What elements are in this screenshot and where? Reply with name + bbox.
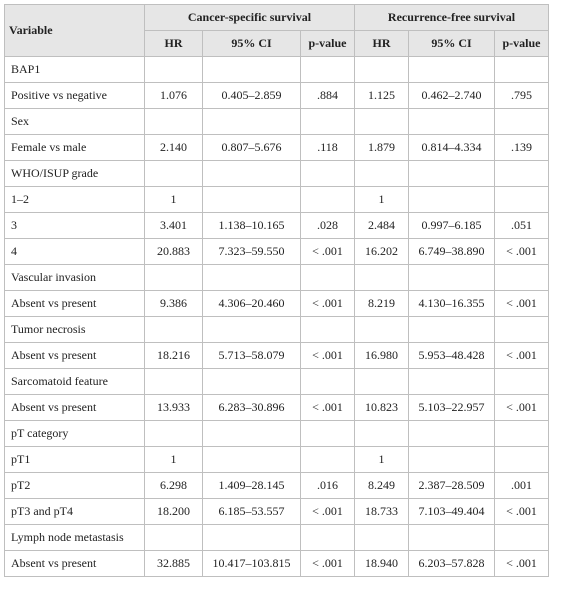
cell-hr <box>145 57 203 83</box>
table-body <box>5 57 549 577</box>
cell-pvalue <box>495 109 549 135</box>
cell-pvalue: .884 <box>301 83 355 109</box>
cell-hr: 18.940 <box>355 551 409 577</box>
cell-pvalue: .139 <box>495 135 549 161</box>
cell-hr: 1 <box>355 187 409 213</box>
cell-pvalue: .795 <box>495 83 549 109</box>
section-label: Tumor necrosis <box>5 317 145 343</box>
cell-ci: 5.713–58.079 <box>203 343 301 369</box>
row-label: Absent vs present <box>5 343 145 369</box>
cell-hr <box>355 161 409 187</box>
cell-hr: 2.484 <box>355 213 409 239</box>
cell-pvalue: .028 <box>301 213 355 239</box>
table-row <box>5 239 549 265</box>
cell-hr: 1.879 <box>355 135 409 161</box>
section-label: pT category <box>5 421 145 447</box>
row-label: Female vs male <box>5 135 145 161</box>
cell-ci <box>203 57 301 83</box>
cell-pvalue <box>301 447 355 473</box>
row-label: Positive vs negative <box>5 83 145 109</box>
section-row <box>5 369 549 395</box>
cell-hr: 1 <box>145 447 203 473</box>
cell-ci <box>409 109 495 135</box>
cell-ci <box>409 525 495 551</box>
section-row <box>5 265 549 291</box>
cell-pvalue <box>301 187 355 213</box>
cell-hr: 1 <box>145 187 203 213</box>
col-header-pvalue: p-value <box>301 31 355 57</box>
cell-ci: 2.387–28.509 <box>409 473 495 499</box>
cell-pvalue <box>495 369 549 395</box>
cell-pvalue: .118 <box>301 135 355 161</box>
cell-ci <box>203 525 301 551</box>
table-row <box>5 135 549 161</box>
cell-hr <box>145 317 203 343</box>
section-row <box>5 317 549 343</box>
cell-ci <box>409 447 495 473</box>
section-label: Lymph node metastasis <box>5 525 145 551</box>
cell-hr: 16.980 <box>355 343 409 369</box>
cell-hr: 1.125 <box>355 83 409 109</box>
cell-hr: 20.883 <box>145 239 203 265</box>
table-row <box>5 447 549 473</box>
cell-ci <box>203 109 301 135</box>
group-header-cancer-specific: Cancer-specific survival <box>145 5 355 31</box>
table-row <box>5 551 549 577</box>
cell-pvalue: < .001 <box>301 343 355 369</box>
cell-pvalue <box>495 421 549 447</box>
section-label: Sex <box>5 109 145 135</box>
cell-hr <box>355 369 409 395</box>
cell-pvalue <box>301 525 355 551</box>
row-label: Absent vs present <box>5 395 145 421</box>
cell-ci: 5.953–48.428 <box>409 343 495 369</box>
cell-hr: 18.733 <box>355 499 409 525</box>
cell-ci <box>203 369 301 395</box>
cell-ci <box>409 317 495 343</box>
cell-hr: 16.202 <box>355 239 409 265</box>
cell-hr: 3.401 <box>145 213 203 239</box>
cell-pvalue: < .001 <box>301 551 355 577</box>
cell-ci: 6.203–57.828 <box>409 551 495 577</box>
cell-pvalue: < .001 <box>495 291 549 317</box>
row-label: pT2 <box>5 473 145 499</box>
cell-pvalue <box>301 265 355 291</box>
cell-ci: 0.807–5.676 <box>203 135 301 161</box>
cell-pvalue: < .001 <box>301 239 355 265</box>
cell-pvalue: .051 <box>495 213 549 239</box>
section-row <box>5 161 549 187</box>
section-label: BAP1 <box>5 57 145 83</box>
col-header-hr: HR <box>145 31 203 57</box>
cell-ci: 1.138–10.165 <box>203 213 301 239</box>
cell-pvalue <box>495 447 549 473</box>
cell-pvalue: < .001 <box>495 343 549 369</box>
cell-pvalue <box>301 57 355 83</box>
results-table <box>4 4 549 577</box>
table-row <box>5 473 549 499</box>
cell-hr <box>145 525 203 551</box>
cell-pvalue: < .001 <box>301 499 355 525</box>
cell-ci: 6.283–30.896 <box>203 395 301 421</box>
table-header <box>5 5 549 57</box>
cell-pvalue <box>301 161 355 187</box>
cell-ci: 5.103–22.957 <box>409 395 495 421</box>
cell-hr: 6.298 <box>145 473 203 499</box>
cell-hr <box>355 57 409 83</box>
variable-header: Variable <box>5 5 145 57</box>
cell-hr: 1 <box>355 447 409 473</box>
cell-ci: 10.417–103.815 <box>203 551 301 577</box>
cell-hr <box>355 265 409 291</box>
cell-ci <box>203 265 301 291</box>
row-label: 3 <box>5 213 145 239</box>
row-label: 1–2 <box>5 187 145 213</box>
cell-pvalue: < .001 <box>301 395 355 421</box>
cell-ci: 6.749–38.890 <box>409 239 495 265</box>
cell-ci: 0.405–2.859 <box>203 83 301 109</box>
cell-hr <box>355 525 409 551</box>
cell-ci <box>409 187 495 213</box>
section-row <box>5 525 549 551</box>
cell-ci <box>203 317 301 343</box>
cell-ci: 4.130–16.355 <box>409 291 495 317</box>
row-label: Absent vs present <box>5 551 145 577</box>
table-row <box>5 499 549 525</box>
cell-hr <box>145 265 203 291</box>
cell-pvalue: < .001 <box>495 551 549 577</box>
cell-ci: 0.462–2.740 <box>409 83 495 109</box>
cell-pvalue <box>301 317 355 343</box>
section-row <box>5 421 549 447</box>
cell-ci <box>203 187 301 213</box>
cell-hr: 18.200 <box>145 499 203 525</box>
row-label: 4 <box>5 239 145 265</box>
cell-pvalue <box>495 525 549 551</box>
cell-hr <box>355 317 409 343</box>
cell-hr: 18.216 <box>145 343 203 369</box>
cell-ci: 4.306–20.460 <box>203 291 301 317</box>
cell-pvalue <box>495 265 549 291</box>
cell-pvalue: < .001 <box>495 239 549 265</box>
cell-hr: 8.219 <box>355 291 409 317</box>
table-row <box>5 213 549 239</box>
cell-pvalue <box>495 317 549 343</box>
cell-pvalue <box>301 421 355 447</box>
section-row <box>5 109 549 135</box>
cell-hr <box>145 369 203 395</box>
cell-hr: 2.140 <box>145 135 203 161</box>
header-row-groups <box>5 5 549 31</box>
group-header-recurrence-free: Recurrence-free survival <box>355 5 549 31</box>
cell-hr <box>145 109 203 135</box>
table-row <box>5 83 549 109</box>
col-header-hr: HR <box>355 31 409 57</box>
col-header-ci: 95% CI <box>409 31 495 57</box>
cell-hr <box>145 161 203 187</box>
cell-ci <box>203 421 301 447</box>
cell-pvalue: < .001 <box>301 291 355 317</box>
cell-hr <box>355 109 409 135</box>
cell-ci <box>409 421 495 447</box>
table-row <box>5 187 549 213</box>
row-label: Absent vs present <box>5 291 145 317</box>
cell-ci: 7.323–59.550 <box>203 239 301 265</box>
cell-pvalue <box>495 57 549 83</box>
cell-hr: 1.076 <box>145 83 203 109</box>
section-label: WHO/ISUP grade <box>5 161 145 187</box>
cell-ci <box>409 57 495 83</box>
table-row <box>5 343 549 369</box>
cell-ci <box>409 369 495 395</box>
cell-pvalue <box>495 187 549 213</box>
cell-ci <box>203 161 301 187</box>
cell-ci: 6.185–53.557 <box>203 499 301 525</box>
table-row <box>5 291 549 317</box>
cell-ci: 7.103–49.404 <box>409 499 495 525</box>
cell-pvalue: < .001 <box>495 395 549 421</box>
cell-hr <box>355 421 409 447</box>
table-row <box>5 395 549 421</box>
cell-ci <box>409 265 495 291</box>
cell-ci: 1.409–28.145 <box>203 473 301 499</box>
col-header-ci: 95% CI <box>203 31 301 57</box>
section-row <box>5 57 549 83</box>
cell-pvalue: < .001 <box>495 499 549 525</box>
section-label: Sarcomatoid feature <box>5 369 145 395</box>
row-label: pT1 <box>5 447 145 473</box>
cell-ci <box>409 161 495 187</box>
cell-hr: 9.386 <box>145 291 203 317</box>
cell-hr: 10.823 <box>355 395 409 421</box>
cell-hr: 8.249 <box>355 473 409 499</box>
col-header-pvalue: p-value <box>495 31 549 57</box>
cell-pvalue <box>301 369 355 395</box>
section-label: Vascular invasion <box>5 265 145 291</box>
row-label: pT3 and pT4 <box>5 499 145 525</box>
cell-pvalue <box>495 161 549 187</box>
cell-hr: 32.885 <box>145 551 203 577</box>
cell-ci: 0.997–6.185 <box>409 213 495 239</box>
cell-pvalue: .001 <box>495 473 549 499</box>
cell-ci: 0.814–4.334 <box>409 135 495 161</box>
table-container <box>4 4 549 577</box>
cell-pvalue <box>301 109 355 135</box>
cell-hr <box>145 421 203 447</box>
cell-hr: 13.933 <box>145 395 203 421</box>
cell-pvalue: .016 <box>301 473 355 499</box>
cell-ci <box>203 447 301 473</box>
